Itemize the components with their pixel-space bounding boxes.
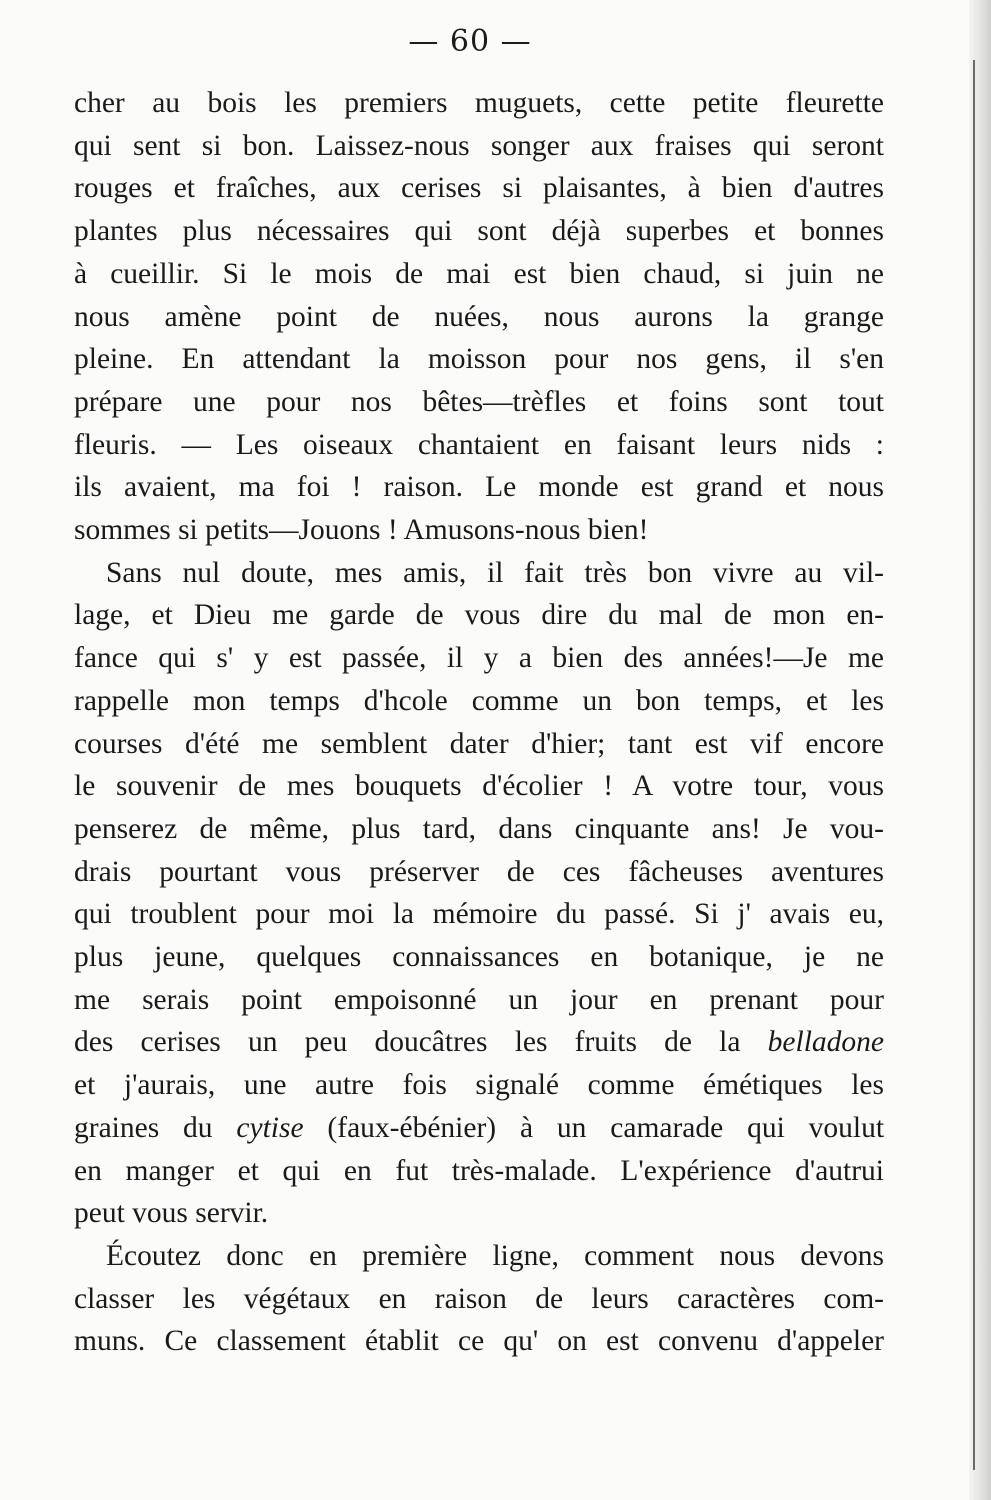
text-line: rappelle mon temps d'hcole comme un bon temps, et les [74,684,884,717]
text-line: qui troublent pour moi la mémoire du passé. Si j' avais eu, [74,898,884,931]
text-segment: (faux-ébénier) à un camarade qui voulut [327,1111,885,1144]
text-segment: des cerises un peu doucâtres les fruits de la [74,1026,741,1059]
text-line: prépare une pour nos bêtes—trèfles et foins sont tout [74,385,884,418]
text-line: ils avaient, ma foi ! raison. Le monde est grand et nous [74,471,884,504]
text-line: nous amène point de nuées, nous aurons la grange [74,300,884,333]
italic-term-cytise: cytise [236,1111,304,1144]
text-line: muns. Ce classement établit ce qu' on est convenu d'appeler [74,1325,884,1358]
paragraph-start-line: Écoutez donc en première ligne, comment nous devons [106,1239,884,1272]
text-line: plus jeune, quelques connaissances en botanique, je ne [74,941,884,974]
text-line: pleine. En attendant la moisson pour nos gens, il s'en [74,343,884,376]
text-line: à cueillir. Si le mois de mai est bien chaud, si juin ne [74,257,884,290]
text-line: drais pourtant vous préserver de ces fâcheuses aventures [74,855,884,888]
text-line-with-italic [74,1107,884,1150]
text-line: fleuris. — Les oiseaux chantaient en faisant leurs nids : [74,428,884,461]
text-line: en manger et qui en fut très-malade. L'expérience d'autrui [74,1154,884,1187]
text-line: classer les végétaux en raison de leurs caractères com- [74,1282,884,1315]
page-number: — 60 — [408,24,532,59]
text-segment: graines du [74,1111,213,1144]
text-line: le souvenir de mes bouquets d'écolier ! A votre tour, vous [74,770,884,803]
paragraph-end-line: peut vous servir. [74,1197,269,1230]
text-line: cher au bois les premiers muguets, cette petite fleurette [74,87,884,119]
page-gutter-line [973,60,975,1470]
text-line: lage, et Dieu me garde de vous dire du mal de mon en- [74,599,884,632]
text-line: plantes plus nécessaires qui sont déjà superbes et bonnes [74,215,884,248]
text-line: qui sent si bon. Laissez-nous songer aux fraises qui seront [74,129,884,162]
text-line: courses d'été me semblent dater d'hier; tant est vif encore [74,727,884,760]
paragraph-start-line: Sans nul doute, mes amis, il fait très bon vivre au vil- [106,556,884,589]
text-line: fance qui s' y est passée, il y a bien des années!—Je me [74,642,884,675]
paragraph-end-line: sommes si petits—Jouons ! Amusons-nous bien! [74,514,649,547]
text-line-with-italic [74,1021,884,1064]
italic-term-belladone: belladone [767,1026,884,1059]
text-line: me serais point empoisonné un jour en prenant pour [74,983,884,1016]
page-text [74,82,884,1363]
text-line: penserez de même, plus tard, dans cinquante ans! Je vou- [74,812,884,845]
text-line: rouges et fraîches, aux cerises si plaisantes, à bien d'autres [74,172,884,205]
text-line: et j'aurais, une autre fois signalé comme émétiques les [74,1069,884,1102]
